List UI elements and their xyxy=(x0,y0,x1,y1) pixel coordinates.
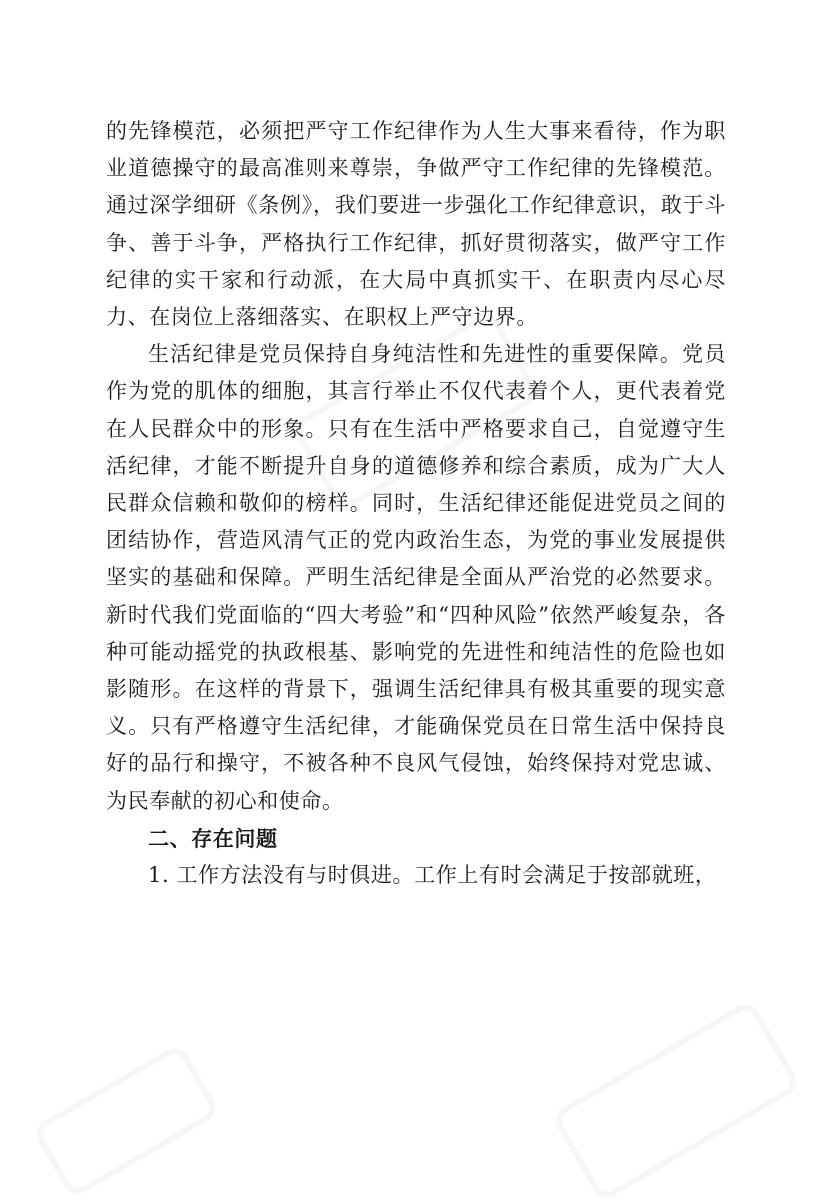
watermark xyxy=(550,999,802,1203)
document-body xyxy=(106,113,726,894)
paragraph-life-discipline: 生活纪律是党员保持自身纯洁性和先进性的重要保障。党员作为党的肌体的细胞，其言行举止不仅代表着个人，更代表着党在人民群众中的形象。只有在生活中严格要求自己，自觉遵守生活纪律，才能不断提升自身的道德修养和综合素质，成为广大人民群众信赖和敬仰的榜样。同时，生活纪律还能促进党员之间的团结协作，营造风清气正的党内政治生态，为党的事业发展提供坚实的基础和保障。严明生活纪律是全面从严治党的必然要求。新时代我们党面临的“四大考验”和“四种风险”依然严峻复杂，各种可能动摇党的执政根基、影响党的先进性和纯洁性的危险也如影随形。在这样的背景下，强调生活纪律具有极其重要的现实意义。只有严格遵守生活纪律，才能确保党员在日常生活中保持良好的品行和操守，不被各种不良风气侵蚀，始终保持对党忠诚、为民奉献的初心和使命。 xyxy=(106,342,726,813)
paragraph-continued: 的先锋模范，必须把严守工作纪律作为人生大事来看待，作为职业道德操守的最高准则来尊崇，争做严守工作纪律的先锋模范。通过深学细研《条例》，我们要进一步强化工作纪律意识，敢于斗争、善于斗争，严格执行工作纪律，抓好贯彻落实，做严守工作纪律的实干家和行动派，在大局中真抓实干、在职责内尽心尽力、在岗位上落细落实、在职权上严守边界。 xyxy=(106,119,726,330)
section-heading: 二、存在问题 xyxy=(148,825,278,851)
watermark xyxy=(31,1042,221,1199)
list-item: 1. 工作方法没有与时俱进。工作上有时会满足于按部就班， xyxy=(148,863,717,888)
